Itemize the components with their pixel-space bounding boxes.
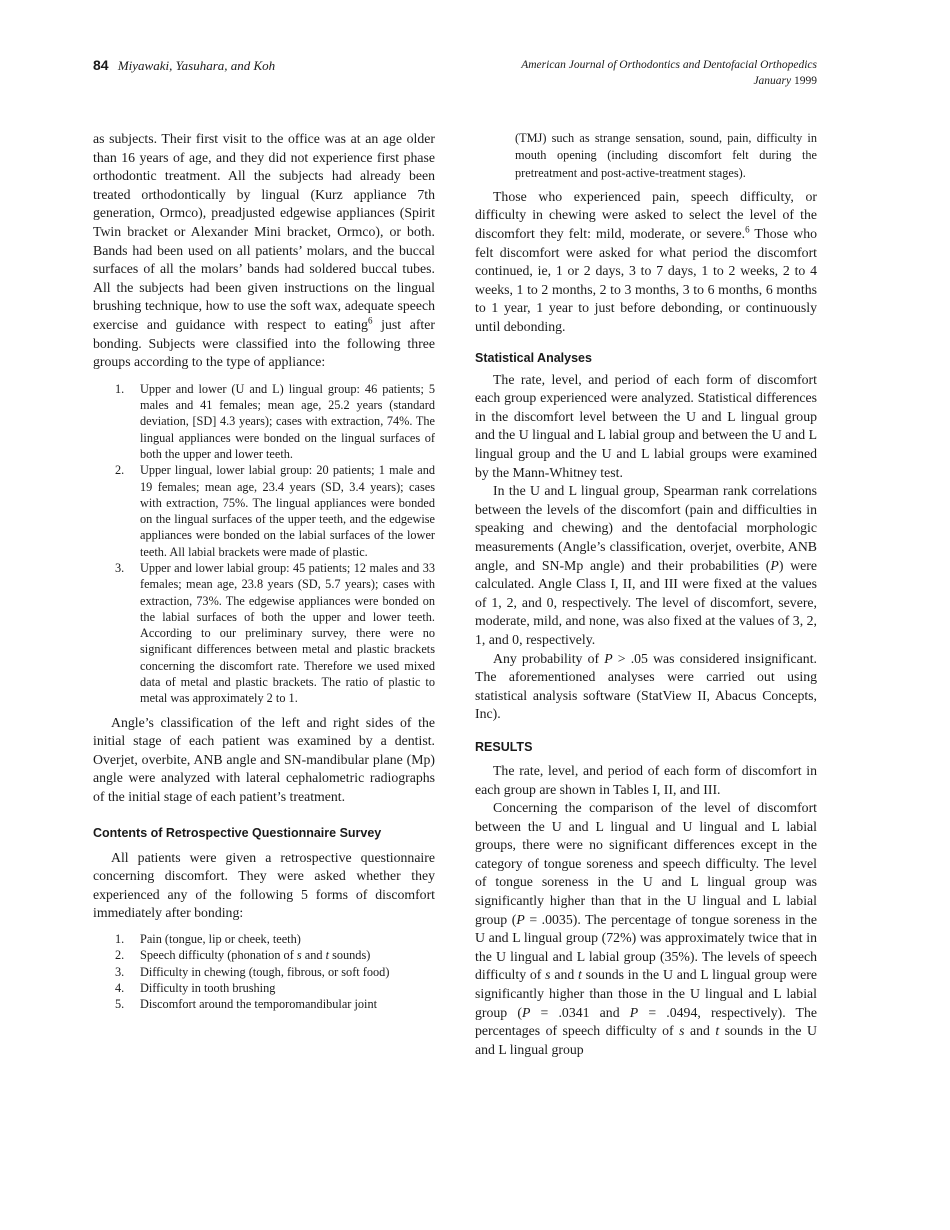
left-column [93, 130, 435, 1012]
paragraph-results-overview: The rate, level, and period of each form of discomfort in each group are shown in Tables I, II, and III. [475, 762, 817, 797]
citation-ref: 6 [745, 224, 750, 235]
paragraph-questionnaire: All patients were given a retrospective questionnaire concerning discomfort. They were asked whether they experienced any of the following 5 forms of discomfort immediately after bonding: [93, 849, 435, 921]
list-item: 4. Difficulty in tooth brushing [115, 980, 276, 995]
list-item: 2. Speech difficulty (phonation of s and t sounds) [115, 948, 371, 963]
paragraph-results-comparison: Concerning the comparison of the level of discomfort between the U and L lingual and U lingual and L labial groups, there were no significant differences except in the category of tongue soreness and speech difficulty. The level of tongue soreness in the U and L lingual group was significantly higher than that in the U lingual and L labial group (P = .0035). The percentage of tongue soreness in the U and L lingual group (72%) was approximately twice that in the U lingual and L labial group (35%). The levels of speech difficulty of s and t sounds in the U and L lingual group were significantly higher than those in the U lingual and L labial group (P = .0341 and P = .0494, respectively). The percentages of speech difficulty of s and t sounds in the U and L lingual group [475, 800, 818, 1057]
list-item-continuation: (TMJ) such as strange sensation, sound, pain, difficulty in mouth opening (including discomfort felt during the pretreatment and post-active-treatment stages). [515, 131, 817, 180]
section-heading-questionnaire: Contents of Retrospective Questionnaire Survey [93, 825, 382, 840]
appliance-group-list [93, 381, 435, 707]
paragraph-discomfort-level: Those who experienced pain, speech difficulty, or difficulty in chewing were asked to select the level of the discomfort they felt: mild, moderate, or severe.$^6$ Those who felt discomfort were asked for what period the discomfort continued, ie, 1 or 2 days, 3 to 7 days, 1 to 2 weeks, 2 to 4 weeks, 1 to 2 months, 2 to 3 months, 3 to 6 months, 6 months to 1 year, 1 year to just before debonding, or continuously until debonding. [475, 188, 817, 335]
journal-title: American Journal of Orthodontics and Dentofacial Orthopedics [521, 59, 817, 71]
discomfort-forms-list [93, 931, 435, 1012]
issue-date: January 1999 [753, 75, 817, 87]
running-header-left [93, 57, 275, 74]
list-item: 3. Difficulty in chewing (tough, fibrous, or soft food) [115, 964, 390, 979]
list-item: 1. Pain (tongue, lip or cheek, teeth) [115, 932, 301, 946]
list-item: 2. Upper lingual, lower labial group: 20 patients; 1 male and 19 females; mean age, 23.4 years (SD, 3.4 years); cases with extraction, 75%. The lingual appliances were bonded on the lingual surfaces of the upper teeth, and the edgewise appliances were bonded on the labial surfaces of the lower teeth. All labial brackets were made of plastic. [115, 463, 435, 559]
section-heading-results: RESULTS [475, 739, 533, 754]
section-heading-statistical-analyses: Statistical Analyses [475, 350, 592, 365]
running-authors: Miyawaki, Yasuhara, and Koh [117, 58, 276, 73]
paragraph-probability: Any probability of P > .05 was considered insignificant. The aforementioned analyses were carried out using statistical analysis software (StatView II, Abacus Concepts, Inc). [475, 650, 817, 722]
list-item: 1. Upper and lower (U and L) lingual group: 46 patients; 5 males and 41 females; mean age, 25.2 years (standard deviation, [SD] 4.3 years); cases with extraction, 74%. The lingual appliances were bonded on the lingual surfaces of both the upper and lower teeth. [115, 381, 435, 461]
list-item: 5. Discomfort around the temporomandibular joint [115, 997, 378, 1012]
citation-ref: 6 [367, 315, 373, 326]
paragraph-statistics: The rate, level, and period of each form of discomfort each group experienced were analyzed. Statistical differences in the discomfort level between the U and L lingual group and the U lingual and L labial group and between the U and L lingual group and the U and L labial groups were examined by the Mann-Whitney test. [475, 371, 817, 480]
right-column [475, 130, 817, 1059]
paragraph-subjects: as subjects. Their first visit to the office was at an age older than 16 years of age, and they did not experience first phase orthodontic treatment. All the subjects had already been treated orthodontically by lingual (Kurz appliance 7th generation, Ormco), preadjusted edgewise appliances (Spirit Twin bracket or Alexander Mini bracket, Ormco), or both. Bands had been used on all patients’ molars, and the buccal surfaces of all the molars’ bands had soldered buccal tubes. All the subjects had been given instructions on the lingual brushing technique, how to use the soft wax, adequate speech exercise and guidance with respect to eating$^6$ just after bonding. Subjects were classified into the following three groups according to the type of appliance: [93, 131, 435, 370]
running-header-right [521, 57, 817, 89]
list-item: 3. Upper and lower labial group: 45 patients; 12 males and 33 females; mean age, 23.8 years (SD, 5.7 years); cases with extraction, 73%. The edgewise appliances were bonded on the labial surfaces of both the upper and lower teeth. According to our preliminary survey, there were no significant differences between metal and plastic brackets concerning the discomfort rate. Therefore we used mixed data of metal and plastic brackets. The ratio of plastic to metal was approximately 2 to 1. [115, 560, 435, 706]
paragraph-angle-classification: Angle’s classification of the left and right sides of the initial stage of each patient was examined by a dentist. Overjet, overbite, ANB angle and SN-mandibular plane (Mp) angle were analyzed with lateral cephalometric radiographs of the initial stage of each patient’s treatment. [93, 714, 435, 805]
paragraph-spearman: In the U and L lingual group, Spearman rank correlations between the levels of the discomfort (pain and difficulties in speaking and chewing) and the dentofacial morphologic measurements (Angle’s classification, overjet, overbite, ANB angle, and SN-Mp angle) and their probabilities (P) were calculated. Angle Class I, II, and III were fixed at the values of 1, 2, and 0, respectively. The level of discomfort, severe, moderate, mild, and none, was also fixed at the values of 3, 2, 1, and 0, respectively. [475, 483, 817, 647]
page-number: 84 [93, 57, 109, 73]
